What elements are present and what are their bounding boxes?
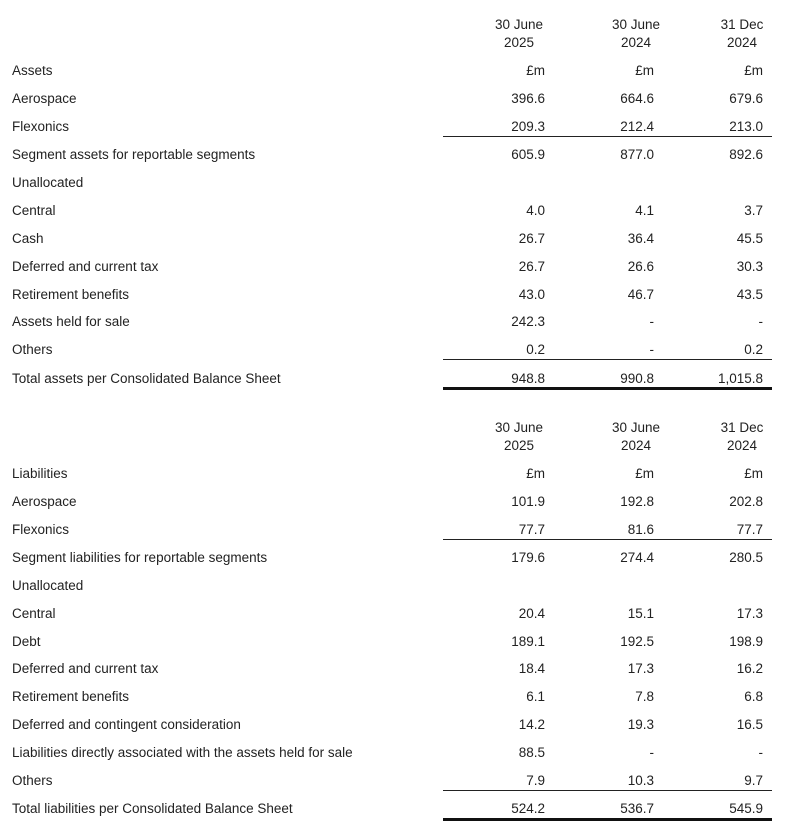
value-cell: 7.8 bbox=[635, 689, 654, 704]
row-label: Central bbox=[12, 203, 56, 218]
value-cell: 877.0 bbox=[620, 147, 654, 162]
value-cell: 212.4 bbox=[620, 119, 654, 134]
header-line: 2024 bbox=[620, 438, 652, 453]
row-label: Assets bbox=[12, 63, 53, 78]
value-cell: 45.5 bbox=[736, 231, 763, 246]
value-cell: 77.7 bbox=[518, 522, 545, 537]
value-cell: 30.3 bbox=[736, 259, 763, 274]
row-label: Deferred and current tax bbox=[12, 661, 159, 676]
row-label: Flexonics bbox=[12, 119, 70, 134]
unit-cell: £m bbox=[635, 63, 654, 78]
unit-cell: £m bbox=[744, 63, 763, 78]
value-cell: 3.7 bbox=[744, 203, 763, 218]
row-label: Unallocated bbox=[12, 578, 84, 593]
value-cell: 16.2 bbox=[736, 661, 763, 676]
value-cell: 192.8 bbox=[620, 494, 654, 509]
value-cell: 0.2 bbox=[526, 342, 545, 357]
row-label: Others bbox=[12, 342, 53, 357]
unit-cell: £m bbox=[526, 466, 545, 481]
column-header-30-june-2025 bbox=[474, 16, 564, 52]
value-cell: 209.3 bbox=[511, 119, 545, 134]
unit-cell: £m bbox=[635, 466, 654, 481]
value-cell: - bbox=[649, 314, 654, 329]
value-cell: 26.6 bbox=[627, 259, 654, 274]
row-label: Deferred and current tax bbox=[12, 259, 159, 274]
row-label: Central bbox=[12, 606, 56, 621]
value-cell: 19.3 bbox=[627, 717, 654, 732]
row-label: Total assets per Consolidated Balance Sheet bbox=[12, 371, 281, 386]
value-cell: 4.1 bbox=[635, 203, 654, 218]
value-cell: 280.5 bbox=[729, 550, 763, 565]
value-cell: 664.6 bbox=[620, 91, 654, 106]
value-cell: 679.6 bbox=[729, 91, 763, 106]
row-label: Segment assets for reportable segments bbox=[12, 147, 256, 162]
header-line: 2024 bbox=[726, 35, 758, 50]
row-label: Total liabilities per Consolidated Balance Sheet bbox=[12, 801, 293, 816]
header-line: 31 Dec bbox=[720, 420, 764, 435]
subtotal-rule bbox=[443, 359, 772, 360]
subtotal-rule bbox=[443, 790, 772, 791]
total-value-cell: 545.9 bbox=[729, 801, 763, 816]
row-label: Aerospace bbox=[12, 91, 77, 106]
value-cell: 274.4 bbox=[620, 550, 654, 565]
value-cell: 4.0 bbox=[526, 203, 545, 218]
value-cell: 26.7 bbox=[518, 259, 545, 274]
header-line: 30 June bbox=[494, 420, 544, 435]
value-cell: 14.2 bbox=[518, 717, 545, 732]
row-label: Liabilities bbox=[12, 466, 68, 481]
value-cell: 7.9 bbox=[526, 773, 545, 788]
column-header-31-dec-2024 bbox=[697, 419, 787, 455]
column-header-31-dec-2024 bbox=[697, 16, 787, 52]
row-label: Cash bbox=[12, 231, 44, 246]
total-value-cell: 990.8 bbox=[620, 371, 654, 386]
row-label: Deferred and contingent consideration bbox=[12, 717, 241, 732]
header-line: 30 June bbox=[611, 17, 661, 32]
header-line: 30 June bbox=[494, 17, 544, 32]
column-header-30-june-2025 bbox=[474, 419, 564, 455]
value-cell: 16.5 bbox=[736, 717, 763, 732]
subtotal-rule bbox=[443, 136, 772, 137]
row-label: Liabilities directly associated with the assets held for sale bbox=[12, 745, 353, 760]
row-label: Aerospace bbox=[12, 494, 77, 509]
column-header-30-june-2024 bbox=[591, 16, 681, 52]
row-label: Assets held for sale bbox=[12, 314, 130, 329]
value-cell: 88.5 bbox=[518, 745, 545, 760]
header-line: 2025 bbox=[503, 438, 535, 453]
value-cell: 189.1 bbox=[511, 634, 545, 649]
row-label: Segment liabilities for reportable segments bbox=[12, 550, 268, 565]
subtotal-rule bbox=[443, 539, 772, 540]
value-cell: 101.9 bbox=[511, 494, 545, 509]
value-cell: - bbox=[758, 314, 763, 329]
total-value-cell: 1,015.8 bbox=[717, 371, 763, 386]
value-cell: 81.6 bbox=[627, 522, 654, 537]
value-cell: - bbox=[758, 745, 763, 760]
value-cell: 36.4 bbox=[627, 231, 654, 246]
row-label: Debt bbox=[12, 634, 41, 649]
column-header-30-june-2024 bbox=[591, 419, 681, 455]
value-cell: 18.4 bbox=[518, 661, 545, 676]
value-cell: 20.4 bbox=[518, 606, 545, 621]
total-rule bbox=[443, 387, 772, 390]
header-line: 2024 bbox=[620, 35, 652, 50]
total-value-cell: 948.8 bbox=[511, 371, 545, 386]
value-cell: 202.8 bbox=[729, 494, 763, 509]
unit-cell: £m bbox=[526, 63, 545, 78]
row-label: Unallocated bbox=[12, 175, 84, 190]
value-cell: 892.6 bbox=[729, 147, 763, 162]
row-label: Retirement benefits bbox=[12, 689, 130, 704]
header-line: 30 June bbox=[611, 420, 661, 435]
value-cell: 15.1 bbox=[627, 606, 654, 621]
unit-cell: £m bbox=[744, 466, 763, 481]
row-label: Others bbox=[12, 773, 53, 788]
row-label: Retirement benefits bbox=[12, 287, 130, 302]
total-value-cell: 524.2 bbox=[511, 801, 545, 816]
value-cell: 198.9 bbox=[729, 634, 763, 649]
total-rule bbox=[443, 818, 772, 821]
value-cell: 192.5 bbox=[620, 634, 654, 649]
row-label: Flexonics bbox=[12, 522, 70, 537]
value-cell: 0.2 bbox=[744, 342, 763, 357]
value-cell: 179.6 bbox=[511, 550, 545, 565]
value-cell: 46.7 bbox=[627, 287, 654, 302]
value-cell: 17.3 bbox=[736, 606, 763, 621]
value-cell: 6.1 bbox=[526, 689, 545, 704]
value-cell: 43.5 bbox=[736, 287, 763, 302]
value-cell: 213.0 bbox=[729, 119, 763, 134]
value-cell: 17.3 bbox=[627, 661, 654, 676]
value-cell: 605.9 bbox=[511, 147, 545, 162]
header-line: 2024 bbox=[726, 438, 758, 453]
value-cell: 10.3 bbox=[627, 773, 654, 788]
value-cell: 242.3 bbox=[511, 314, 545, 329]
value-cell: 43.0 bbox=[518, 287, 545, 302]
value-cell: 6.8 bbox=[744, 689, 763, 704]
value-cell: 9.7 bbox=[744, 773, 763, 788]
value-cell: - bbox=[649, 745, 654, 760]
header-line: 31 Dec bbox=[720, 17, 764, 32]
header-line: 2025 bbox=[503, 35, 535, 50]
value-cell: - bbox=[649, 342, 654, 357]
value-cell: 77.7 bbox=[736, 522, 763, 537]
value-cell: 26.7 bbox=[518, 231, 545, 246]
total-value-cell: 536.7 bbox=[620, 801, 654, 816]
value-cell: 396.6 bbox=[511, 91, 545, 106]
